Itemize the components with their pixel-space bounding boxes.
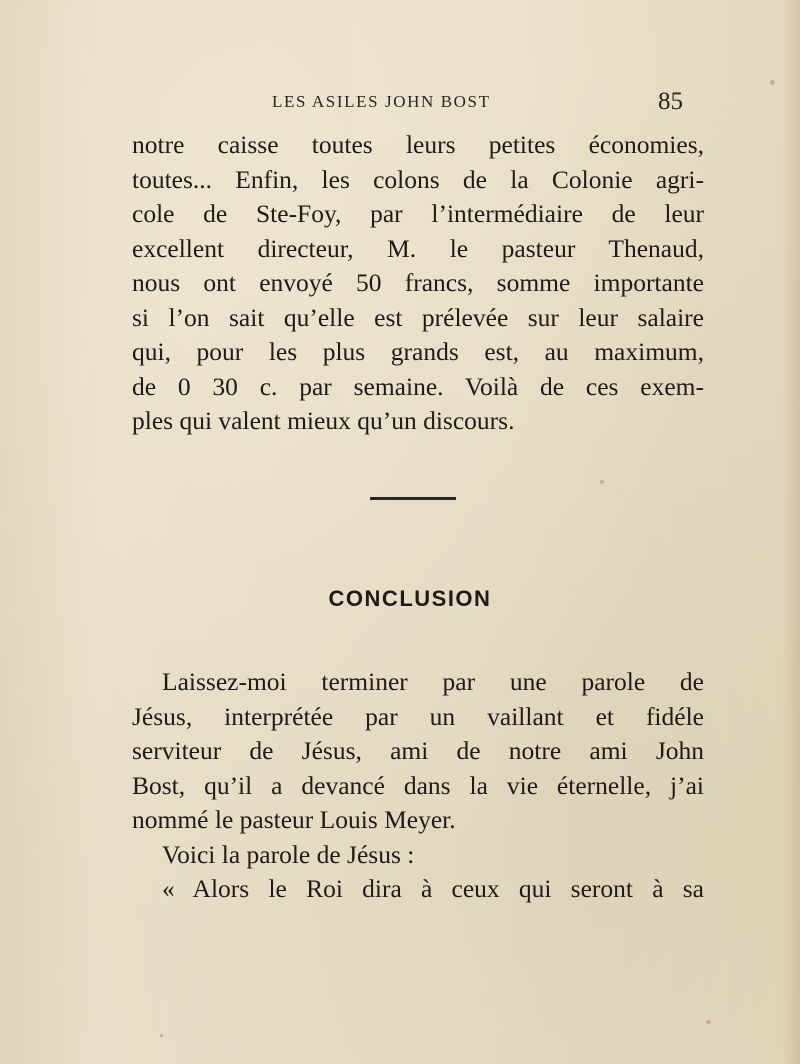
text-line: « Alors le Roi dira à ceux qui seront à sa [162, 874, 704, 903]
text-line: notre caisse toutes leurs petites économies, [132, 130, 704, 159]
text-line: ples qui valent mieux qu’un discours. [132, 406, 515, 435]
section-separator-rule [370, 497, 456, 500]
paper-speck [600, 480, 604, 484]
text-line: nous ont envoyé 50 francs, somme importante [132, 268, 704, 297]
paragraph-economies [132, 128, 704, 439]
paper-speck [770, 80, 775, 85]
text-line: cole de Ste-Foy, par l’intermédiaire de leur [132, 199, 704, 228]
page-edge-shadow [782, 0, 800, 1064]
text-line: Bost, qu’il a devancé dans la vie éternelle, j’ai [132, 770, 704, 800]
text-line: si l’on sait qu’elle est prélevée sur leur salaire [132, 302, 704, 332]
text-line: qui, pour les plus grands est, au maximum, [132, 337, 704, 366]
text-line: excellent directeur, M. le pasteur Thenaud, [132, 233, 704, 263]
text-line: Voici la parole de Jésus : [162, 839, 415, 869]
paragraph-conclusion [132, 665, 704, 907]
paper-speck [706, 1020, 711, 1024]
text-line: de 0 30 c. par semaine. Voilà de ces exem- [132, 371, 704, 401]
text-line: Laissez-moi terminer par une parole de [162, 667, 704, 696]
text-line: nommé le pasteur Louis Meyer. [132, 805, 456, 834]
paper-speck [160, 1034, 163, 1037]
text-line: serviteur de Jésus, ami de notre ami John [132, 736, 704, 765]
running-head: LES ASILES JOHN BOST [272, 92, 491, 111]
page-number: 85 [658, 88, 683, 115]
section-title: CONCLUSION [328, 586, 492, 611]
text-line: toutes... Enfin, les colons de la Colonie agri- [132, 164, 704, 194]
text-line: Jésus, interprétée par un vaillant et fidéle [132, 701, 704, 731]
